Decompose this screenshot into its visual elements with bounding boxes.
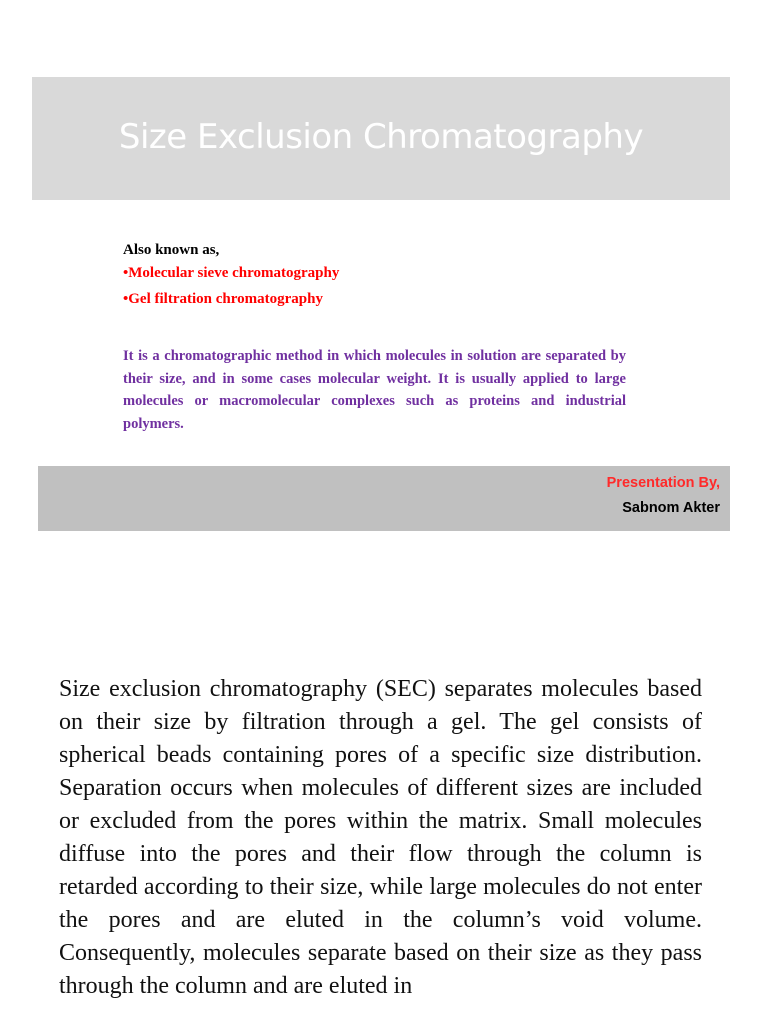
definition-paragraph: It is a chromatographic method in which molecules in solution are separated by their size, and in some cases molecular weight. It is usually applied to large molecules or macromolecular complexes such as proteins and industrial polymers. xyxy=(123,348,626,432)
presenter-name: Sabnom Akter xyxy=(622,500,720,516)
presenter-label: Presentation By, xyxy=(606,475,720,491)
title-banner xyxy=(32,77,730,200)
alias-item-gel-filtration: • Gel filtration chromatography xyxy=(123,286,626,312)
also-known-as-section xyxy=(123,240,626,312)
alias-item-molecular-sieve: • Molecular sieve chromatography xyxy=(123,260,626,286)
body-paragraph: Size exclusion chromatography (SEC) separates molecules based on their size by filtration through a gel. The gel consists of spherical beads containing pores of a specific size distribution. Separation occurs when molecules of different sizes are included or excluded from the pores within the matrix. Small molecules diffuse into the pores and their flow through the column is retarded according to their size, while large molecules do not enter the pores and are eluted in the column’s void volume. Consequently, molecules separate based on their size as they pass through the column and are eluted in xyxy=(59,676,702,999)
presenter-banner xyxy=(38,466,730,531)
page-title: Size Exclusion Chromatography xyxy=(118,116,644,157)
also-known-as-label: Also known as, xyxy=(123,242,220,258)
